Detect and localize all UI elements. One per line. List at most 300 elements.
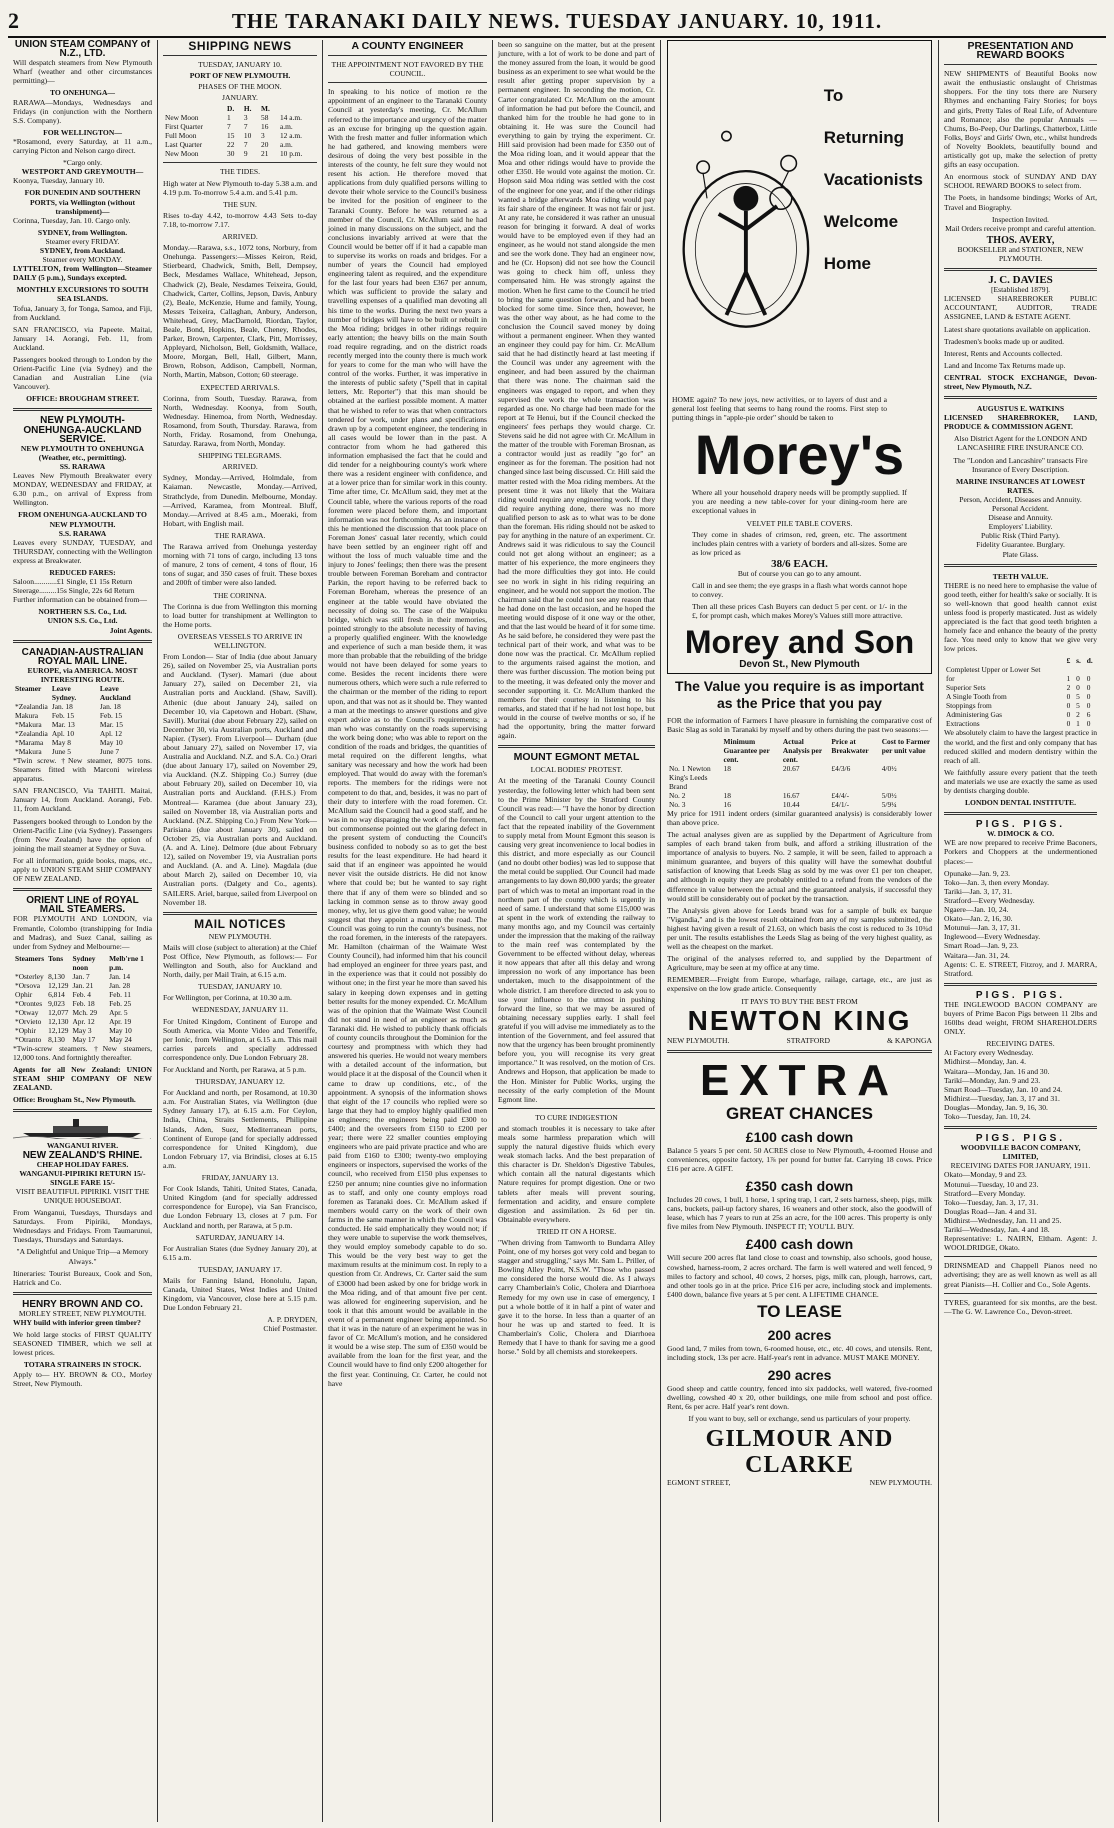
wanganui-heading: WANGANUI RIVER. xyxy=(46,1141,119,1151)
pigs1-item: Okato—Jan. 2, 16, 30. xyxy=(944,914,1013,924)
table-cell: 5/9¼ xyxy=(881,799,897,809)
table-cell: 6 xyxy=(1086,710,1091,720)
table-cell: Apl. 10 xyxy=(51,729,75,738)
table-cell: No. 1 Newton King's Leeds Brand xyxy=(669,763,711,791)
orient-office: Office: Brougham St., New Plymouth. xyxy=(13,1095,136,1105)
article-title: A COUNTY ENGINEER xyxy=(351,40,464,52)
nps-route: NEW PLYMOUTH TO ONEHUNGA (Weather, etc., permitting). xyxy=(20,443,145,462)
velvet-heading: VELVET PILE TABLE COVERS. xyxy=(746,518,853,528)
table-cell: *Marama xyxy=(15,738,44,747)
table-cell: Apr. 12 xyxy=(72,1016,95,1026)
lyttelton-text: LYTTELTON, from Wellington—Steamer DAILY (5 p.m.), Sundays excepted. xyxy=(13,264,152,283)
table-cell xyxy=(1074,665,1085,674)
table-cell: 10 p.m. xyxy=(279,149,303,159)
table-cell: *Makura xyxy=(15,720,42,729)
mail-day-heading: THURSDAY, JANUARY 12. xyxy=(195,1077,285,1087)
pigs3-heading: PIGS. PIGS. xyxy=(975,1133,1066,1145)
table-cell: 10.44 xyxy=(782,799,800,809)
mail-text: Mails will close (subject to alteration) at the Chief Post Office, New Plymouth, as follows:— For Wellington and South, also for Auckland and North, daily, per Mail Train, at 6.15 a.m. xyxy=(163,942,317,980)
moon-row xyxy=(163,113,317,122)
ad1-line2: Returning xyxy=(823,128,905,147)
slag-pays: IT PAYS TO BUY THE BEST FROM xyxy=(741,996,858,1006)
henry-brown-address: MORLEY STREET, NEW PLYMOUTH. xyxy=(18,1308,147,1318)
velvet-text: They come in shades of crimson, red, green, etc. The assortment includes plain centres with a variety of borders and all-sizes. Some are as low priced as xyxy=(692,529,907,557)
table-cell: May 10 xyxy=(109,1025,132,1035)
slag-remember: REMEMBER—Freight from Europe, wharfage, railage, cartage, etc., are just as expensive on the low grade article. Consequently xyxy=(667,975,932,994)
table-header: d. xyxy=(1086,656,1093,666)
nps-title: NEW PLYMOUTH-ONEHUNGA-AUCKLAND SERVICE. xyxy=(23,415,142,445)
exchange-text: If you want to buy, sell or exchange, send us particulars of your property. xyxy=(688,1414,911,1424)
sun-text: Rises to-day 4.42, to-morrow 4.43 Sets to-day 7.18, to-morrow 7.17. xyxy=(163,210,317,229)
teeth-text2: We absolutely claim to have the largest practice in the world, and the first and only company that has reduced skilled and modern dentistry within the reach of all. xyxy=(944,728,1097,765)
slag-row xyxy=(667,791,932,800)
pigs2-item: Tarikí—Monday, Jan. 9 and 23. xyxy=(944,1075,1041,1085)
moon-row xyxy=(163,131,317,140)
davies-land: Land and Income Tax Returns made up. xyxy=(944,360,1066,370)
nps-ship: SS. RARAWA xyxy=(59,461,106,471)
expected-text: Corinna, from South, Tuesday. Rarawa, from North, Wednesday. Koonya, from South, Wednesday. Hinemoa, from North, Wednesday. Rosamond, from South, Thursday. Rarawa, from North, Friday. Rosamond, from Onehunga, Saturday. Rarawa, from North, Monday. xyxy=(163,393,317,449)
passengers-text: Passengers booked through to London by the Orient-Pacific Line (via Sydney) and the Canadian and Australian Line (via Vancouver). xyxy=(13,355,152,392)
nk-place: & KAPONGA xyxy=(887,1035,932,1045)
canadian-row xyxy=(13,711,152,720)
canadian-row xyxy=(13,738,152,747)
watkins-item: Public Risk (Third Party). xyxy=(981,531,1060,541)
orient-row xyxy=(13,1035,152,1044)
orient-row xyxy=(13,981,152,990)
table-header: Cost to Farmer per unit value xyxy=(881,736,931,755)
table-cell: 0 xyxy=(1076,683,1080,693)
table-cell: Feb. 4 xyxy=(72,989,91,999)
canadian-passengers: Passengers booked through to London by the Orient-Pacific Line (via Sydney). Passengers (from New Zealand) have the option of joining the mail steamer at Sydney or Suva. xyxy=(13,816,152,853)
table-cell xyxy=(1085,665,1097,674)
table-cell: £4/3/6 xyxy=(831,763,851,773)
overseas-text: From London— Star of India (due about January 26), sailed on November 25, via Australian ports and Auckland. (Tyser). Mamari (due about January 27), sailed on December 21, via Australian ports and Auckland. (Shaw, Savill). Athenic (due about January 24), sailed on December 10, via Capetown and Hobart. (Shaw, Savill). Muritai (due about February 22), sailed on December 30, via Australian ports, Auckland and Napier. (Tyser). From Liverpool— Durham (due about January 27), sailed on November 17, via Australia and Auckland. N.Z. and S.A. Co.) Orari (due about January 17), sailed on November 29, via Auckland. (N.Z. Shipping Co.) Surrey (due about February 20), sailed on December 10, via Australian ports and Auckland. (F.H.S.) From Montreal— Karamea (due about January 23), sailed on November 18, via Australian ports and Auckland. (N.Z. Shipping Co.) From New York— Parisiana (due about January 30), sailed on October 25, via Australian ports and Auckland. (A. and A. Line). Delmore (due about February 12), sailed on November 19, via Australian ports and Auckland. (A. and A. Line). Magdala (due about March 2), sailed on December 10, via Australian ports. (Dalgety and Co., agents). SAILERS. Ariel, barque, sailed from Liverpool on November 18. xyxy=(163,652,317,907)
fares-saloon: Saloon............£1 Single, £1 15s Return xyxy=(13,577,133,587)
teeth-price-row xyxy=(944,692,1097,701)
pigs2-text: THE INGLEWOOD BACON COMPANY are buyers of Prime Bacon Pigs between 11 2lbs and 160lbs dead weight, FROM SHAREHOLDERS ONLY. xyxy=(944,999,1097,1037)
table-cell: 22 xyxy=(227,140,235,150)
canadian-notes: *Twin screw. †New steamer, 8075 tons. Steamers fitted with Marconi wireless apparatus. xyxy=(13,756,152,784)
pigs3-company: WOODVILLE BACON COMPANY, LIMITED, xyxy=(960,1143,1081,1162)
pigs2-item: Toko—Tuesday, Jan. 10, 24. xyxy=(944,1112,1031,1121)
indigestion-heading: TO CURE INDIGESTION xyxy=(535,1112,618,1122)
sydney-text: Steamer every FRIDAY. xyxy=(45,236,120,246)
gc-place: NEW PLYMOUTH. xyxy=(869,1478,932,1488)
nps-return-heading: FROM ONEHUNGA-AUCKLAND TO NEW PLYMOUTH. xyxy=(18,510,147,529)
call-text: Call in and see them; the eye grasps in a flash what words cannot hope to convey. xyxy=(692,581,907,600)
table-cell: *Osterley xyxy=(15,971,44,981)
table-cell: Completest Upper or Lower Set xyxy=(946,665,1041,675)
mail-day-text: For United Kingdom, Continent of Europe and South America, via Monte Video and Teneriffe, per Ionic, from Wellington, at 6.15 a.m. This mail carries parcels and specially addressed correspondence only. Due London February 28. xyxy=(163,1016,317,1062)
westport-heading: WESTPORT AND GREYMOUTH— xyxy=(21,167,144,177)
teeth-price-row xyxy=(944,665,1097,674)
table-cell: May 3 xyxy=(72,1025,92,1035)
teeth-company: LONDON DENTAL INSTITUTE. xyxy=(964,798,1077,808)
table-cell: Superior Sets xyxy=(946,683,986,693)
rarawa-heading: THE RARAWA. xyxy=(214,530,266,540)
teeth-heading: TEETH VALUE. xyxy=(992,571,1049,581)
arrived-heading: ARRIVED. xyxy=(222,232,258,242)
canadian-table xyxy=(13,684,152,756)
fares-note: Further information can be obtained from— xyxy=(13,595,147,605)
table-header: Leave Auckland xyxy=(99,684,131,702)
moon-row xyxy=(163,122,317,131)
pigs2-heading: PIGS. PIGS. xyxy=(975,989,1066,1001)
table-header: Sydney noon xyxy=(72,953,96,972)
table-cell: Apr. 5 xyxy=(109,1007,128,1017)
canadian-sub: EUROPE, via AMERICA. MOST INTERESTING ROUTE. xyxy=(27,665,138,684)
moon-row xyxy=(163,140,317,149)
davies-name: J. C. DAVIES xyxy=(988,274,1053,287)
agents-northern: NORTHERN S.S. Co., Ltd. xyxy=(38,607,127,617)
pigs3-item: Motunui—Tuesday, 10 and 23. xyxy=(944,1179,1039,1189)
table-cell: 0 xyxy=(1066,710,1071,720)
table-header xyxy=(667,737,722,764)
table-cell: 12,130 xyxy=(48,1016,69,1026)
nps-text2: Leaves every SUNDAY, TUESDAY, and THURSDAY, connecting with the Wellington express at Breakwater. xyxy=(13,537,152,565)
table-cell: Feb. 25 xyxy=(109,998,132,1008)
morey-text: Where all your household drapery needs will be promptly supplied. If you are needing a new table-cover for your dining-room here are exceptional values in xyxy=(692,488,907,516)
table-cell: 6,814 xyxy=(48,989,65,999)
table-cell: Ophir xyxy=(15,989,33,999)
table-cell: 0 xyxy=(1066,692,1071,702)
orient-notes: *Twin-screw steamers. †New steamers, 12,000 tons. And fortnightly thereafter. xyxy=(13,1043,152,1062)
table-cell: First Quarter xyxy=(165,122,203,132)
pigs1-item: Ngaere—Jan. 10, 24. xyxy=(944,905,1009,915)
table-header: Price at Breakwater xyxy=(831,736,869,755)
metal-title: MOUNT EGMONT METAL xyxy=(513,751,640,764)
pigs2-item: Douglas—Monday, Jan. 9, 16, 30. xyxy=(944,1102,1048,1112)
table-cell: Mar. 15 xyxy=(99,720,123,729)
orient-text: FOR PLYMOUTH AND LONDON, via Fremantle, Colombo (transhipping for India and Madras), and Suez Canal, sailing as under from Sydney and Melbourne:— xyxy=(13,914,152,951)
table-cell: 21 xyxy=(261,149,269,159)
sydney-heading: SYDNEY, from Wellington. xyxy=(37,227,128,237)
rhine-fare: WANGANUI-PIPIRIKI RETURN 15/- SINGLE FARE 15/- xyxy=(19,1168,146,1187)
mail-day-text: For Auckland and North, per Rarawa, at 5 p.m. xyxy=(163,1065,306,1074)
table-cell: Feb. 18 xyxy=(72,998,95,1008)
watkins-text: LICENSED SHAREBROKER, LAND, PRODUCE & COMMISSION AGENT. xyxy=(944,413,1097,432)
table-cell: Jan. 18 xyxy=(99,702,121,711)
table-cell: *Orvieto xyxy=(15,1016,42,1026)
table-header xyxy=(163,104,225,113)
column-shipping-news xyxy=(158,40,323,1822)
table-cell: 20.67 xyxy=(782,763,800,773)
henry-brown-apply: Apply to— HY. BROWN & CO., Morley Street, New Plymouth. xyxy=(13,1369,152,1388)
table-cell: £4/4/- xyxy=(831,790,850,800)
newton-king: NEWTON KING xyxy=(687,1004,912,1036)
sf-text: SAN FRANCISCO, via Papeete. Maitai, January 14. Aorangi, Feb. 11, from Auckland. xyxy=(13,324,152,352)
table-cell: 5/0½ xyxy=(881,790,897,800)
extra-heading: EXTRA xyxy=(699,1055,900,1105)
pigs3-rep: Representative: L. NAIRN, Eltham. Agent: J. WOOLDRIDGE, Okato. xyxy=(944,1234,1097,1253)
fares-heading: REDUCED FARES: xyxy=(49,567,116,577)
table-header: Minimum Guarantee per cent. xyxy=(723,736,770,764)
table-cell: Full Moon xyxy=(165,131,197,141)
mail-day-heading: TUESDAY, JANUARY 10. xyxy=(198,982,282,992)
watkins-item: Employers' Liability. xyxy=(988,522,1053,532)
henry-brown-title: HENRY BROWN AND CO. xyxy=(22,1298,143,1310)
watkins-item: Disease and Annuity. xyxy=(988,513,1053,523)
table-cell: 9 xyxy=(243,149,248,159)
slag-text2: The actual analyses given are as supplied by the Department of Agriculture from samples of each brand taken from bulk, and afford a striking illustration of the importance of analysis to buyers. No. 2 sample, it will be seen, failed to approach a minimum guarantee, and buyers of this quality will have the somewhat doubtful satisfaction of knowing that Leeds Slag as sold by me was over £1 per ton cheaper, and although in equity they are probably entitled to a refund from the vendors of the difference in value between the actual and the guaranteed analysis, if successful they would still be considerably out of pocket by the transaction. xyxy=(667,829,932,903)
mail-day-text: For Australian States (due Sydney January 20), at 6.15 a.m. xyxy=(163,1243,317,1262)
fares-steerage: Steerage.........15s Single, 22s 6d Return xyxy=(13,586,135,596)
pigs3-item: Stratford—Every Monday. xyxy=(944,1188,1026,1198)
horse-text: "When driving from Tamworth to Bundarra Alley Point, one of my horses got very cold and began to stagger and struggling," says Mr. Sam L. Priller, of Bowling Alley Point, N.S.W. "Those who passed me considered the horse would die. As I always carry Chamberlain's Colic, Cholera and Diarrhoea Remedy for my own use in case of emergency, I put a whole bottle of it in half a pint of water and gave it to the horse. In less than a quarter of an hour he was up and started to feed. It is Chamberlain's Colic, Cholera and Diarrhoea Remedy that I have to thank for saving me a good horse." Sold by all chemists and storekeepers. xyxy=(498,1238,655,1357)
table-cell: *Makura xyxy=(15,747,42,756)
dunedin-text: Corinna, Tuesday, Jan. 10. Cargo only. xyxy=(13,215,131,225)
mail-day-text: For Wellington, per Corinna, at 10.30 a.m. xyxy=(163,993,292,1003)
table-cell: 20 xyxy=(261,140,269,150)
table-cell: 14 a.m. xyxy=(279,113,302,123)
wellington-text: *Rosamond, every Saturday, at 11 a.m., carrying Picton and Nelson cargo direct. xyxy=(13,136,152,156)
pianos-notice: DRINSMEAD and Chappell Pianos need no advertising; they are as well known as well as all great Pianists—H. Collier and Co., Sole Agents. xyxy=(944,1261,1097,1289)
nps-text1: Leaves New Plymouth Breakwater every MONDAY, WEDNESDAY and FRIDAY, at 6.30 p.m., on arrival of Express from Wellington. xyxy=(13,471,152,508)
arrived-text: Monday.—Rarawa, s.s., 1072 tons, Norbury, from Onehunga. Passengers:—Misses Keiron, Reid, Stierbeard, Chadwick, Smith, Bell, Dempsey, Beck, Mesdames Wallace, Whitehead, Jepson, Chadwick (2), Beale, Nesdames Teixeira, Gould, Chadwick, Carter, Collins, Jepson, Davis, Anbury (2), Beale, McKenzie, Hume and family, Young, Messrs Teixeira, Callaghan, Anbury, Anderson, Whitehead, Grey, MacDarnold, Riordan, Taylor, Beale, Bond, Hopkins, Beale, Cheney, Rhodes, Parker, Brown, Carpenter, Clark, Pitt, Morrissey, Appleyard, Nicholson, Bell, Goldsmith, Wallace, Moore, Morgan, Bell, Hall, Gilbert, Mann, Brown, Robson, Addison, Campbell, Norman, North, Martin, Mabson, Cotton; 60 steerage. xyxy=(163,243,317,380)
henry-brown-totara: TOTARA STRAINERS IN STOCK. xyxy=(23,1360,142,1370)
rhine-itineraries: Itineraries: Tourist Bureaux, Cook and Son, Hatrick and Co. xyxy=(13,1268,152,1287)
shipping-date: TUESDAY, JANUARY 10. xyxy=(198,60,282,70)
mail-place: NEW PLYMOUTH. xyxy=(208,931,272,941)
table-cell: Apl. 12 xyxy=(99,729,123,738)
value-text: FOR the information of Farmers I have pleasure in furnishing the comparative cost of Basic Slag as sold in Taranaki by myself and by others during the past two seasons:— xyxy=(667,715,932,734)
mail-day-heading: TUESDAY, JANUARY 17. xyxy=(198,1264,282,1274)
canadian-title: CANADIAN-AUSTRALIAN ROYAL MAIL LINE. xyxy=(21,646,144,667)
table-cell: May 17 xyxy=(72,1034,96,1044)
table-cell: Jan. 7 xyxy=(72,971,90,981)
table-header: D. xyxy=(227,104,235,114)
table-cell: 16 xyxy=(261,122,269,132)
pigs1-item: Smart Road—Jan. 9, 23. xyxy=(944,941,1019,951)
table-cell: 3 xyxy=(261,131,265,141)
watkins-item: Fidelity Guarantee. Burglary. xyxy=(976,540,1065,550)
great-chances: GREAT CHANCES xyxy=(725,1103,874,1123)
pigs1-company: W. DIMOCK & CO. xyxy=(986,829,1054,839)
table-cell: 0 xyxy=(1086,692,1091,702)
onehunga-heading: TO ONEHUNGA— xyxy=(49,88,116,98)
slag-text1: My price for 1911 indent orders (similar guaranteed analysis) is considerably lower than above price. xyxy=(667,808,932,827)
watkins-personal: Person, Accident, Diseases and Annuity. xyxy=(959,494,1082,504)
column-advertisements xyxy=(661,40,939,1822)
ussco-intro: Will despatch steamers from New Plymouth Wharf (weather and other circumstances permitting)— xyxy=(13,58,152,86)
table-cell: £4/1/- xyxy=(831,799,850,809)
slag-text4: The original of the analyses referred to, and supplied by the Department of Agriculture, may be seen at my office at any time. xyxy=(667,954,932,973)
canadian-row xyxy=(13,702,152,711)
henry-brown-text: We hold large stocks of FIRST QUALITY SEASONED TIMBER, which we sell at lowest prices. xyxy=(13,1330,152,1358)
cash-350-heading: £350 cash down xyxy=(745,1178,854,1195)
canadian-row xyxy=(13,747,152,756)
table-header: Tons xyxy=(48,953,64,963)
telegrams-heading: SHIPPING TELEGRAMS. xyxy=(198,451,282,461)
table-cell: *Zealandia xyxy=(15,729,48,738)
canadian-info: For all information, guide books, maps, etc., apply to UNION STEAM SHIP COMPANY OF NEW ZEALAND. xyxy=(13,855,152,884)
table-header xyxy=(944,656,1065,665)
table-cell: June 7 xyxy=(99,747,120,756)
teeth-price-row xyxy=(944,683,1097,692)
joint-agents: Joint Agents. xyxy=(109,625,152,635)
table-cell: 15 xyxy=(227,131,235,141)
table-cell: 58 xyxy=(261,113,269,123)
table-header: £ xyxy=(1066,656,1071,666)
table-cell xyxy=(1065,665,1074,674)
presentation-text: NEW SHIPMENTS of Beautiful Books now await the enthusiastic onslaught of Christmas shoppers. For the tiny tots there are Nursery Rhymes and enchanting Fairy Stories; for boys and girls, Pretty Tales of Real Life, of Adventure and Romance; also the popular Annuals — Chums, Bo-Peep, Our Darlings, Chatterbox, Little Folks, Boys' and Girls' Own, etc., whilst hundreds of Novelty Booklets, beautifully bound and artistically got up, make the selection of pretty gifts an easy occupation. xyxy=(944,69,1097,170)
table-cell: Jan. 28 xyxy=(109,980,131,990)
table-cell: *Zealandia xyxy=(15,702,48,711)
onehunga-text: RARAWA—Mondays, Wednesdays and Fridays (in conjunction with the Northern S.S. Company). xyxy=(13,97,152,125)
gc-place: EGMONT STREET, xyxy=(667,1478,731,1488)
teeth-price-row xyxy=(944,710,1097,719)
pigs3-list xyxy=(944,1170,1097,1234)
cash-400-text: Will secure 200 acres flat land close to coast and township, also schools, good house, cowshed, harness-room, 2 acres orchard. The farm is well watered and well fenced, 9 miles to factory and school, 40 cows, 2 horses, pigs, milk can, plough, harrows, cart, and other tools go in at the price. Price £16 per acre, including stock and implements. £400 down, balance five years at 5 per cent. A LIFETIME CHANCE. xyxy=(667,1253,932,1299)
column-shipping-ads xyxy=(8,40,158,1822)
table-cell: 30 xyxy=(227,149,235,159)
pigs2-item: Midhirst—Monday, Jan. 4. xyxy=(944,1057,1026,1067)
table-cell: 0 xyxy=(1086,683,1091,693)
mail-day-text: Mails for Fanning Island, Honolulu, Japan, Canada, United States, West Indies and United Kingdom, via Vancouver, close here at 5.15 p.m. Due London February 21. xyxy=(163,1275,317,1313)
table-cell: 0 xyxy=(1066,701,1071,711)
cash-100-text: Balance 5 years 5 per cent. 50 ACRES close to New Plymouth, 4-roomed House and conveniences, opposite factory, 1⅞ per pound for butter fat. Carrying 18 cows. Price £16 per acre. A GIFT. xyxy=(667,1145,932,1173)
presentation-text2: An enormous stock of SUNDAY AND DAY SCHOOL REWARD BOOKS to select from. xyxy=(944,172,1097,191)
table-cell: 0 xyxy=(1086,719,1091,729)
table-cell: 2 xyxy=(1076,710,1080,720)
table-cell: Extractions xyxy=(946,719,980,729)
pigs1-text: WE are now prepared to receive Prime Baconers, Porkers and Choppers at the undermentioned places:— xyxy=(944,838,1097,866)
morey-son: Morey and Son xyxy=(684,623,915,660)
table-cell: 0 xyxy=(1086,701,1091,711)
table-cell: *Otranto xyxy=(15,1034,42,1044)
table-cell: 4/0½ xyxy=(881,763,897,773)
table-cell: 0 xyxy=(1066,719,1071,729)
table-cell: Apr. 19 xyxy=(109,1016,132,1026)
mail-day-text: For Auckland and north, per Rosamond, at 10.30 a.m. For Australian States, via Wellington (due Sydney January 17), at 6.15 a.m. For Ceylon, India, China, Straits Settlements, Philippine Islands, Aden, Suez, Mediterranean ports, Continent of Europe (and for specially addressed correspondence for United Kingdom), due London February 17, via Brindisi, closes at 6.15 a.m. xyxy=(163,1088,317,1170)
table-cell: 2 xyxy=(1066,683,1071,693)
table-cell: 12 a.m. xyxy=(279,131,302,141)
mail-day-heading: SATURDAY, JANUARY 14. xyxy=(195,1232,285,1242)
watkins-item: Personal Accident. xyxy=(992,504,1049,514)
tahiti-text: SAN FRANCISCO, Via TAHITI. Maitai, January 14, from Auckland. Aorangi, Feb. 11, from Auckland. xyxy=(13,786,152,814)
rhine-quote: "A Delightful and Unique Trip—a Memory Always." xyxy=(16,1247,149,1266)
watkins-name: AUGUSTUS E. WATKINS xyxy=(976,404,1065,414)
table-cell: Feb. 15 xyxy=(99,711,123,720)
avery-title: BOOKSELLER and STATIONER, NEW PLYMOUTH. xyxy=(957,244,1084,263)
table-cell: 0 xyxy=(1086,674,1091,684)
table-cell: Mar. 13 xyxy=(51,720,75,729)
table-cell: 16.67 xyxy=(782,790,800,800)
watkins-marine: MARINE INSURANCES AT LOWEST RATES. xyxy=(955,476,1086,495)
table-cell: 18 xyxy=(723,763,731,773)
newspaper-title: THE TARANAKI DAILY NEWS. TUESDAY JANUARY. 10, 1911. xyxy=(231,8,883,33)
signature: A. P. DRYDEN, xyxy=(267,1315,317,1325)
moon-heading: PHASES OF THE MOON. xyxy=(198,82,282,92)
dunedin-heading: FOR DUNEDIN AND SOUTHERN PORTS, via Wellington (without transhipment)— xyxy=(24,188,141,216)
table-cell: 1 xyxy=(1066,674,1071,684)
orient-row xyxy=(13,1017,152,1026)
tyres-notice: TYRES, guaranteed for six months, are the best.—The G. W. Lawrence Co., Devon-street. xyxy=(944,1297,1097,1316)
acres-290-heading: 290 acres xyxy=(767,1367,832,1384)
table-cell: 1 xyxy=(1076,719,1080,729)
nk-place: STRATFORD xyxy=(786,1035,830,1045)
table-cell: 0 xyxy=(1076,674,1080,684)
watkins-transacts: The "London and Lancashire" transacts Fire Insurance of Every Description. xyxy=(953,455,1088,474)
metal-text: At the meeting of the Taranaki County Council yesterday, the following letter which had been sent to the Prime Minister by the Stratford County Council was read:— "I have the honor by direction of the Council to call your urgent attention to the fact that the repeated inability of the Government to supply metal from Mount Egmont this season is causing very great inconvenience to local bodies in this district, and more especially as our Council (and no doubt other bodies) was led to suppose that the metal could be supplied. Our Council had made arrangements to lay down 80,000 yards; the greater part of which was to metal an important road in the northern part of the county which is urgently in need of same. I understand that some £15,000 was at spent in the work of extending the railway to many months ago, and my Council was certainly under the impression that the making of the railway to the main reef was contemplated by the Government to be effected without delay, whereas it now appears that after all this delay and wrong impression no work of any importance has been undertaken, much to the disappointment of the whole district. I am therefore directed to ask you to use your influence to the utmost in pushing forward the line, so that we may be assured of obtaining necessary supplies early. I shall feel grateful if you will advise me immediately as to the intention of the Government, and feel assured that now that the urgency has been brought prominently before you, you will recognise its very great importance." It was resolved, on the motion of Crs. Andrews and Hopson, that application be made to the Hon. Minister for Public Works, urging the necessity of the early completion of the Mount Egmont line. xyxy=(498,776,655,1104)
teeth-price-row xyxy=(944,674,1097,683)
ad1-line3: Vacationists xyxy=(823,170,923,189)
gilmour-clarke: GILMOUR AND CLARKE xyxy=(705,1426,894,1479)
mail-notices-title: MAIL NOTICES xyxy=(194,916,286,931)
presentation-title: PRESENTATION AND REWARD BOOKS xyxy=(967,40,1074,62)
excursions-heading: MONTHLY EXCURSIONS TO SOUTH SEA ISLANDS. xyxy=(16,285,149,304)
rhine-sub: CHEAP HOLIDAY FARES. xyxy=(36,1159,129,1169)
telegrams-text: Sydney, Monday.—Arrived, Holmdale, from Kaiaman. Newcastle, Monday.—Arrived, Strathclyde, from Dunedin. Melbourne, Monday.—Arrived, Karamea, from Montreal. Bluff, Monday.—Arrived at 8.45 a.m., Moeraki, from Hobart, with English mail. xyxy=(163,473,317,528)
moon-sub: JANUARY. xyxy=(222,93,258,103)
table-cell: 7 xyxy=(243,122,248,132)
avery-name: THOS. AVERY, xyxy=(986,234,1055,246)
rhine-text: From Wanganui, Tuesdays, Thursdays and Saturdays. From Pipiriki, Mondays, Wednesdays and Fridays. From Taumarunui, Tuesdays, Thursdays and Saturdays. xyxy=(13,1208,152,1245)
table-cell: 5 xyxy=(1076,692,1080,702)
orient-row xyxy=(13,1026,152,1035)
morey-name: Morey's xyxy=(694,423,905,487)
price-note: But of course you can go to any amount. xyxy=(737,569,862,579)
shipping-news-title: SHIPPING NEWS xyxy=(188,40,292,53)
pigs1-item: Stratford—Every Wednesday. xyxy=(944,895,1035,905)
slag-table xyxy=(667,737,932,809)
signature-title: Chief Postmaster. xyxy=(263,1324,317,1334)
orient-title: ORIENT LINE of ROYAL MAIL STEAMERS. xyxy=(26,895,139,916)
gilmour-clarke-address xyxy=(667,1478,932,1487)
pigs1-item: Waitara—Jan. 31, 24. xyxy=(944,950,1010,960)
table-cell: 12,129 xyxy=(48,1025,69,1035)
mail-day-text: For Cook Islands, Tahiti, United States, Canada, United Kingdom (and for specially addressed correspondence for Europe), via San Francisco, due London February 13, closes at 7 p.m. For Auckland and north, per Rarawa, at 5 p.m. xyxy=(163,1184,317,1230)
sun-heading: THE SUN. xyxy=(223,199,257,209)
table-cell: Mch. 29 xyxy=(72,1007,98,1017)
newton-king-places xyxy=(667,1036,932,1045)
article-subtitle: THE APPOINTMENT NOT FAVORED BY THE COUNCIL. xyxy=(331,60,484,79)
table-header: M. xyxy=(261,104,270,114)
mail-days-list xyxy=(163,982,317,1312)
teeth-text3: We faithfully assure every patient that the teeth and materials we use are exactly the same as used by dentists charging double. xyxy=(944,767,1097,795)
table-cell: 10 xyxy=(243,131,252,141)
ad1-line4: Welcome xyxy=(823,212,899,231)
pigs2-dates-heading: RECEIVING DATES. xyxy=(986,1039,1055,1049)
presentation-text3: The Poets, in handsome bindings; Works of Art, Travel and Biography. xyxy=(944,193,1097,212)
pigs3-item: Toko—Tuesday, Jan. 3, 17, 31. xyxy=(944,1197,1039,1207)
agents-union: UNION S.S. Co., Ltd. xyxy=(47,616,118,626)
table-cell: New Moon xyxy=(165,113,199,123)
ussco-title: UNION STEAM COMPANY of N.Z., LTD. xyxy=(14,40,151,60)
davies-established: [Established 1879]. xyxy=(990,285,1051,295)
tides-heading: THE TIDES. xyxy=(220,167,260,177)
table-header xyxy=(278,104,317,113)
cash-100-heading: £100 cash down xyxy=(745,1128,854,1145)
henry-brown-why: WHY build with inferior green timber? xyxy=(13,1318,141,1328)
table-header: H. xyxy=(243,104,252,114)
table-cell: No. 3 xyxy=(669,799,686,809)
table-cell: 18 xyxy=(723,790,731,800)
port-heading: PORT OF NEW PLYMOUTH. xyxy=(189,71,291,81)
column-notices xyxy=(939,40,1102,1822)
masthead xyxy=(8,6,1106,38)
acres-200-heading: 200 acres xyxy=(767,1326,832,1343)
orient-row xyxy=(13,999,152,1008)
rhine-heading: NEW ZEALAND'S RHINE. xyxy=(22,1149,143,1161)
table-cell: 8,130 xyxy=(48,1034,65,1044)
davies-address: CENTRAL STOCK EXCHANGE, Devon-street, New Plymouth, N.Z. xyxy=(944,372,1097,391)
pigs1-item: Motunui—Jan. 3, 17, 31. xyxy=(944,923,1021,933)
table-cell: Makura xyxy=(15,711,38,720)
pigs1-item: Inglewood—Every Wednesday. xyxy=(944,932,1041,942)
table-cell: 7 xyxy=(227,122,231,132)
westport-text: Koonya, Tuesday, January 10. xyxy=(13,176,105,186)
